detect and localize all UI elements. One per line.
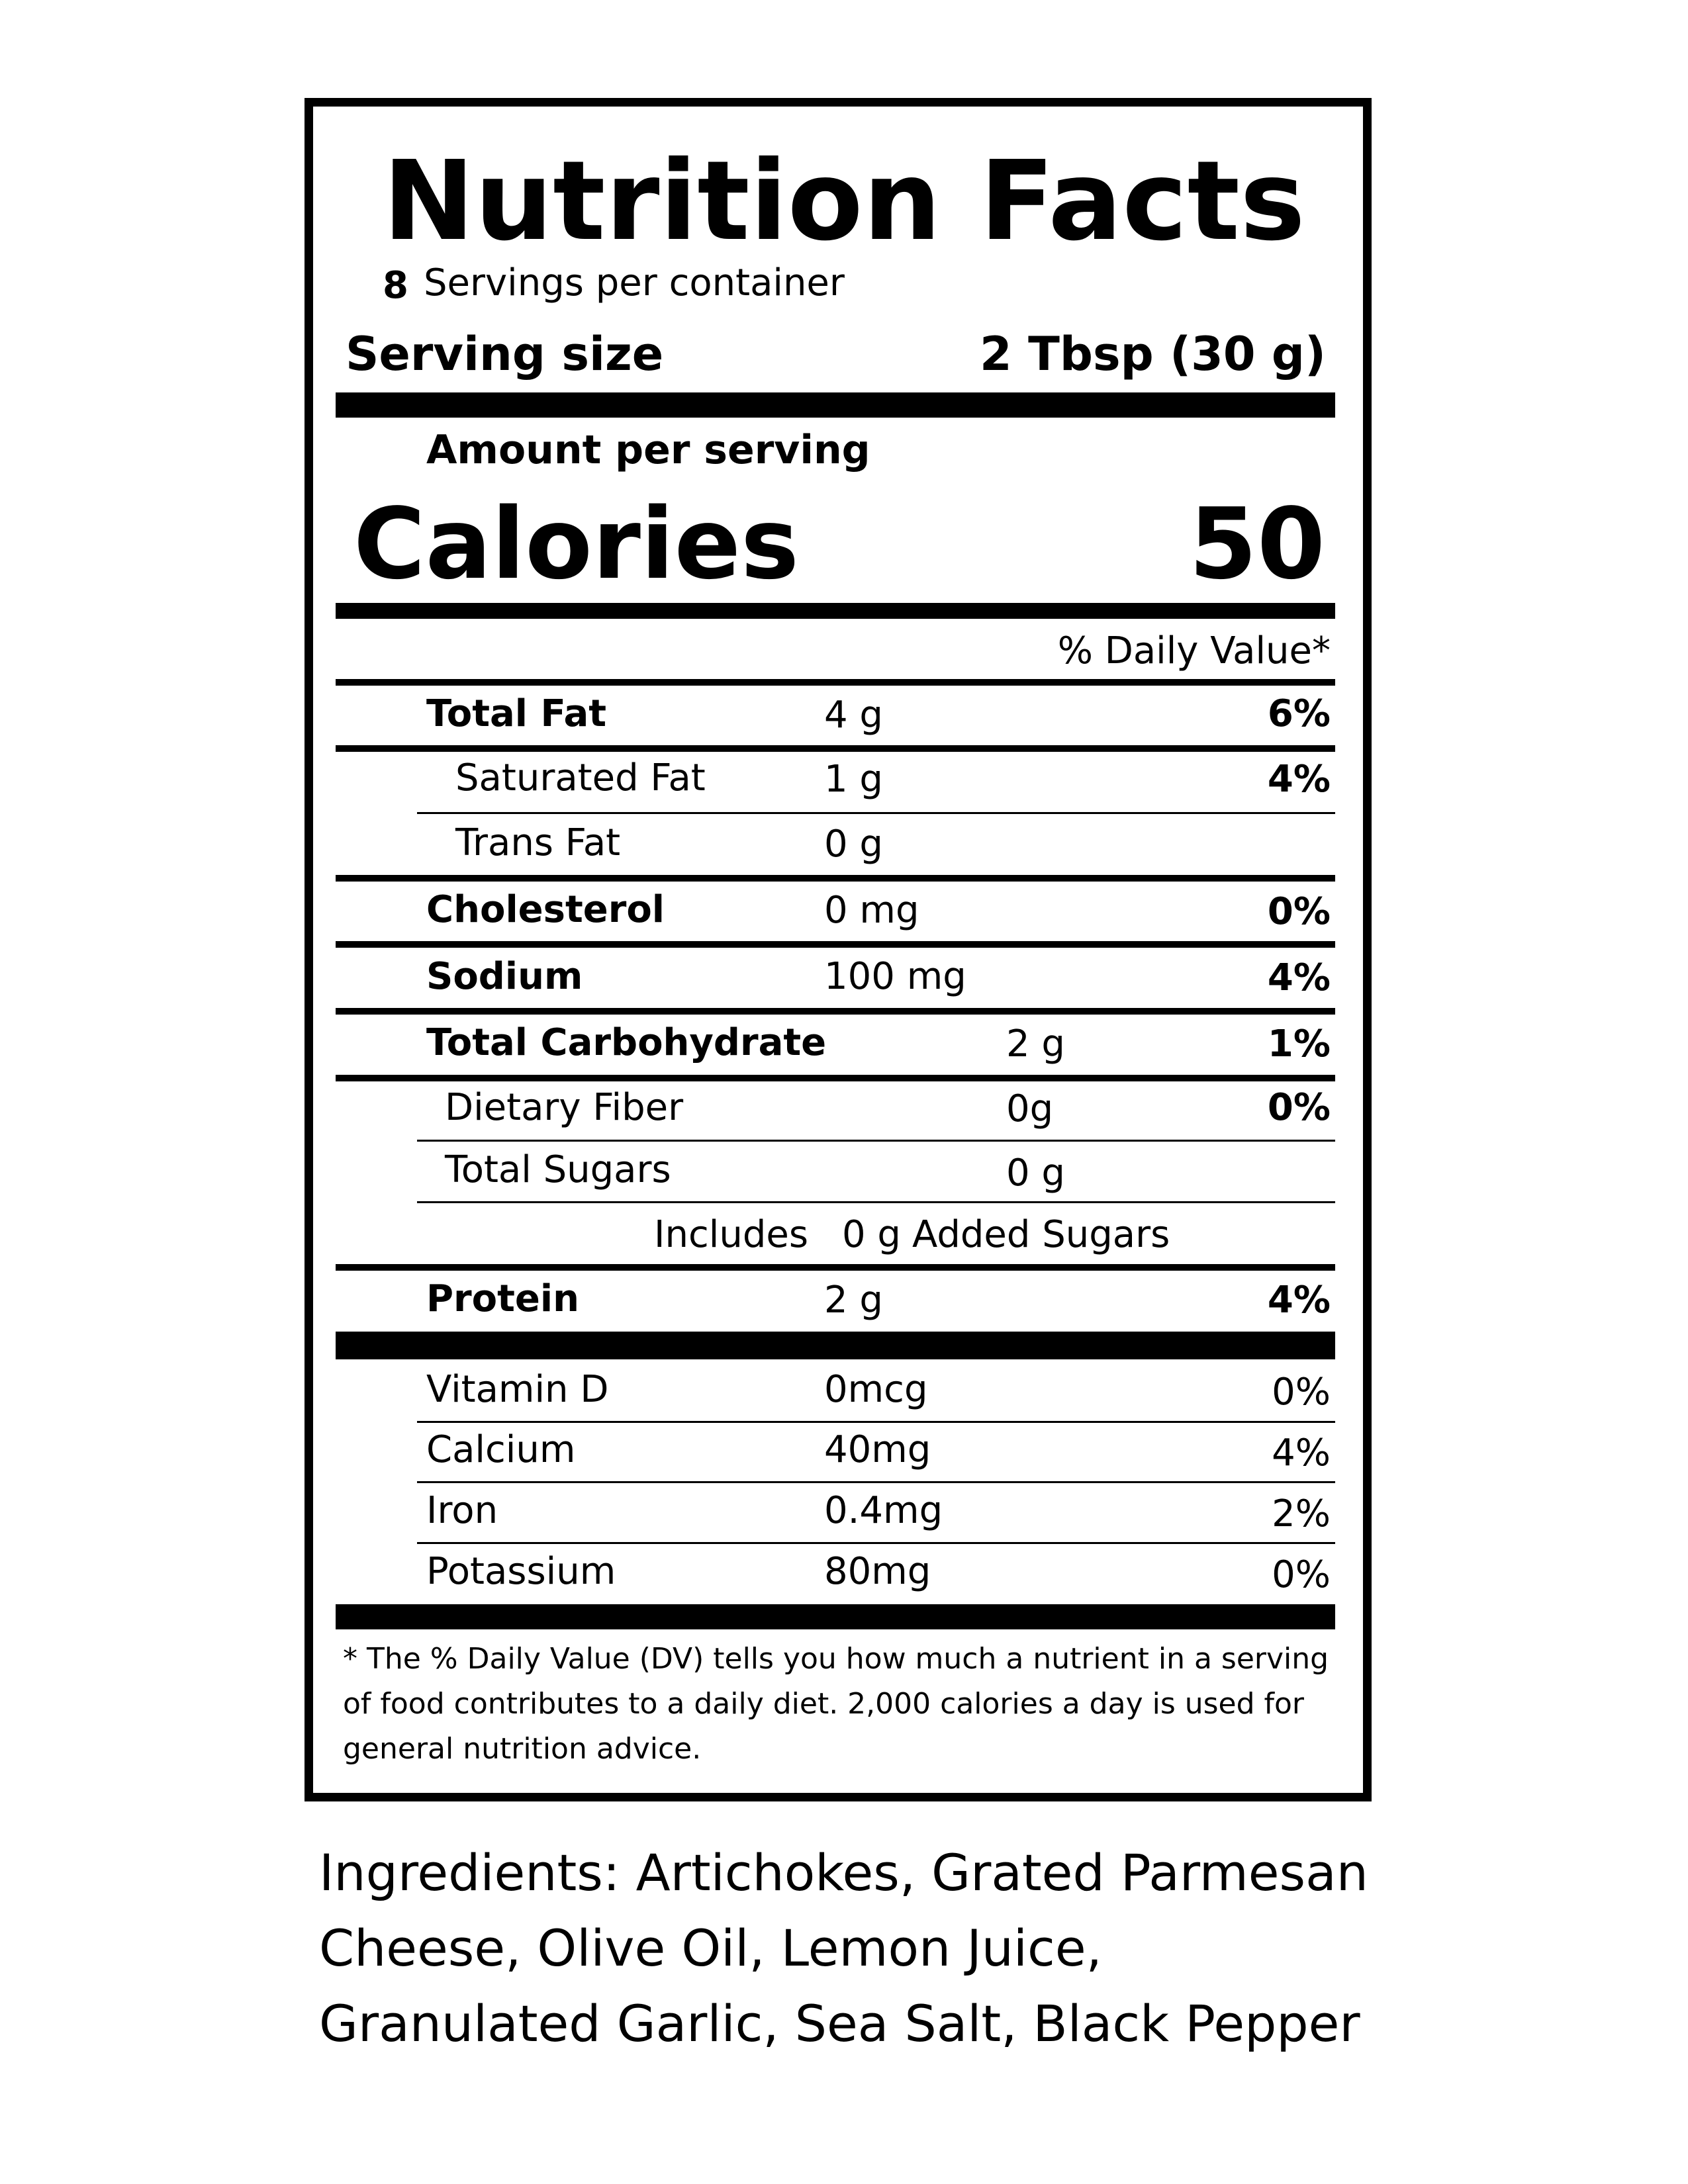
nutrient-amount: 0 g <box>824 823 883 866</box>
nutrient-amount: 4 g <box>824 694 883 737</box>
nutrient-dv: 0% <box>1267 890 1331 933</box>
servings-label: Servings per container <box>424 261 845 304</box>
vitamin-label: Vitamin D <box>426 1368 609 1411</box>
added-sugars-amount: 0 g <box>842 1213 901 1256</box>
nutrient-dv: 6% <box>1267 692 1331 735</box>
nutrient-dv: 4% <box>1267 956 1331 999</box>
daily-value-footnote: * The % Daily Value (DV) tells you how much a nutrient in a serving of food contributes to a daily diet. 2,000 calories a day is used for general nutrition advice. <box>343 1642 1329 1766</box>
thin-divider <box>417 1140 1335 1142</box>
calories-label: Calories <box>353 487 800 601</box>
label-title: Nutrition Facts <box>383 138 1305 265</box>
thin-divider <box>417 1201 1335 1203</box>
nutrient-amount: 1 g <box>824 758 883 801</box>
nutrient-label: Trans Fat <box>455 821 621 864</box>
nutrient-dv: 4% <box>1267 1279 1331 1322</box>
mineral-label: Potassium <box>426 1550 616 1593</box>
thick-divider <box>336 1604 1335 1629</box>
mineral-label: Calcium <box>426 1428 576 1471</box>
serving-size-value: 2 Tbsp (30 g) <box>980 327 1326 381</box>
vitamin-dv: 0% <box>1272 1371 1331 1414</box>
thick-divider <box>336 392 1335 418</box>
divider <box>336 679 1335 686</box>
nutrient-amount: 0 g <box>1006 1152 1065 1195</box>
daily-value-header: % Daily Value* <box>1057 629 1331 672</box>
serving-size-label: Serving size <box>346 327 664 381</box>
nutrient-dv: 0% <box>1267 1086 1331 1129</box>
thin-divider <box>417 1542 1335 1544</box>
nutrient-label: Total Carbohydrate <box>426 1021 827 1064</box>
divider <box>336 941 1335 948</box>
thin-divider <box>417 1421 1335 1423</box>
mineral-dv: 2% <box>1272 1492 1331 1535</box>
thin-divider <box>417 812 1335 814</box>
mineral-amount: 80mg <box>824 1550 931 1593</box>
added-sugars-prefix: Includes <box>654 1213 809 1256</box>
nutrient-label: Cholesterol <box>426 888 665 931</box>
nutrient-dv: 1% <box>1267 1023 1331 1066</box>
mineral-label: Iron <box>426 1489 498 1532</box>
divider <box>336 1264 1335 1271</box>
calories-value: 50 <box>1189 487 1325 601</box>
divider <box>336 1075 1335 1081</box>
nutrient-amount: 100 mg <box>824 955 966 998</box>
mineral-dv: 0% <box>1272 1553 1331 1596</box>
mineral-amount: 40mg <box>824 1428 931 1471</box>
nutrient-label: Sodium <box>426 955 583 998</box>
nutrient-label: Protein <box>426 1277 579 1320</box>
nutrient-label: Total Sugars <box>445 1148 671 1191</box>
nutrient-amount: 0 mg <box>824 889 919 932</box>
divider <box>336 875 1335 882</box>
nutrient-label: Total Fat <box>426 692 607 735</box>
vitamin-amount: 0mcg <box>824 1368 928 1411</box>
thick-divider <box>336 603 1335 619</box>
thick-divider <box>336 1332 1335 1359</box>
servings-count: 8 <box>383 264 408 307</box>
nutrient-amount: 2 g <box>1006 1023 1065 1066</box>
nutrient-label: Dietary Fiber <box>445 1086 684 1129</box>
divider <box>336 1008 1335 1015</box>
nutrient-label: Saturated Fat <box>455 756 706 799</box>
ingredients-list: Ingredients: Artichokes, Grated Parmesan Cheese, Olive Oil, Lemon Juice, Granulated Garlic, Sea Salt, Black Pepper <box>319 1843 1368 2053</box>
mineral-amount: 0.4mg <box>824 1489 943 1532</box>
mineral-dv: 4% <box>1272 1432 1331 1475</box>
nutrient-dv: 4% <box>1267 758 1331 801</box>
amount-per-serving: Amount per serving <box>426 427 870 473</box>
nutrient-amount: 2 g <box>824 1279 883 1322</box>
added-sugars-label: Added Sugars <box>912 1213 1170 1256</box>
nutrient-amount: 0g <box>1006 1087 1054 1130</box>
thin-divider <box>417 1481 1335 1483</box>
divider <box>336 745 1335 752</box>
